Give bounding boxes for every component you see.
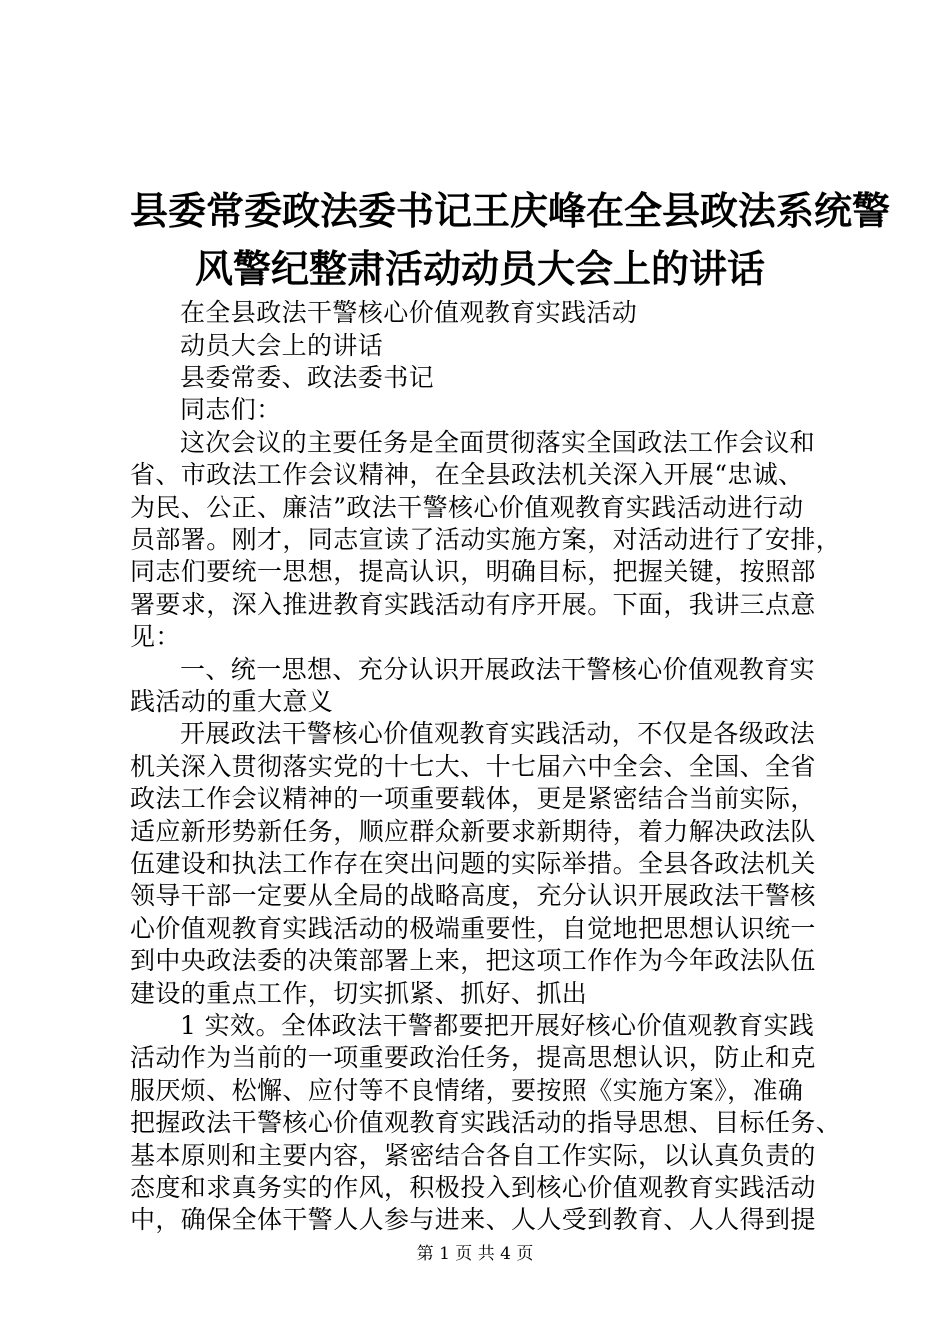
- document-title-line-1: 县委常委政法委书记王庆峰在全县政法系统警: [130, 188, 891, 233]
- paragraph-line: 政法工作会议精神的一项重要载体，更是紧密结合当前实际，: [130, 784, 816, 813]
- paragraph-line: 心价值观教育实践活动的极端重要性，自觉地把思想认识统一: [130, 914, 816, 943]
- header-line: 县委常委、政法委书记: [180, 363, 435, 392]
- header-line: 在全县政法干警核心价值观教育实践活动: [180, 298, 638, 327]
- paragraph-line: 适应新形势新任务，顺应群众新要求新期待，着力解决政法队: [130, 817, 816, 846]
- section-heading-line: 一、统一思想、充分认识开展政法干警核心价值观教育实: [180, 655, 816, 684]
- paragraph-line: 署要求，深入推进教育实践活动有序开展。下面，我讲三点意: [130, 590, 816, 619]
- paragraph-line: 伍建设和执法工作存在突出问题的实际举措。全县各政法机关: [130, 849, 816, 878]
- paragraph-line: 开展政法干警核心价值观教育实践活动，不仅是各级政法: [180, 719, 816, 748]
- document-title-line-2: 风警纪整肃活动动员大会上的讲话: [194, 246, 765, 291]
- paragraph-line: 中，确保全体干警人人参与进来、人人受到教育、人人得到提: [130, 1205, 816, 1234]
- paragraph-line: 机关深入贯彻落实党的十七大、十七届六中全会、全国、全省: [130, 752, 816, 781]
- paragraph-line: 这次会议的主要任务是全面贯彻落实全国政法工作会议和: [180, 428, 816, 457]
- paragraph-line: 到中央政法委的决策部署上来，把这项工作作为今年政法队伍: [130, 946, 816, 975]
- paragraph-line: 基本原则和主要内容，紧密结合各自工作实际，以认真负责的: [130, 1141, 816, 1170]
- paragraph-line: 领导干部一定要从全局的战略高度，充分认识开展政法干警核: [130, 881, 816, 910]
- salutation: 同志们：: [180, 395, 282, 424]
- paragraph-line: 服厌烦、松懈、应付等不良情绪，要按照《实施方案》，准确: [130, 1076, 804, 1105]
- paragraph-line: 活动作为当前的一项重要政治任务，提高思想认识，防止和克: [130, 1043, 816, 1072]
- paragraph-line: 为民、公正、廉洁”政法干警核心价值观教育实践活动进行动: [130, 493, 804, 522]
- paragraph-line: 省、市政法工作会议精神，在全县政法机关深入开展“忠诚、: [130, 460, 804, 489]
- paragraph-line: 建设的重点工作，切实抓紧、抓好、抓出: [130, 979, 588, 1008]
- header-line: 动员大会上的讲话: [180, 331, 384, 360]
- paragraph-line: 同志们要统一思想，提高认识，明确目标，把握关键，按照部: [130, 557, 816, 586]
- paragraph-line: 把握政法干警核心价值观教育实践活动的指导思想、目标任务、: [130, 1108, 842, 1137]
- section-heading-line: 践活动的重大意义: [130, 687, 334, 716]
- paragraph-line: 见：: [130, 622, 181, 651]
- paragraph-line: 1 实效。全体政法干警都要把开展好核心价值观教育实践: [180, 1011, 815, 1040]
- paragraph-line: 员部署。刚才，同志宣读了活动实施方案，对活动进行了安排，: [130, 525, 842, 554]
- paragraph-line: 态度和求真务实的作风，积极投入到核心价值观教育实践活动: [130, 1173, 816, 1202]
- page-number-footer: 第 1 页 共 4 页: [416, 1244, 534, 1264]
